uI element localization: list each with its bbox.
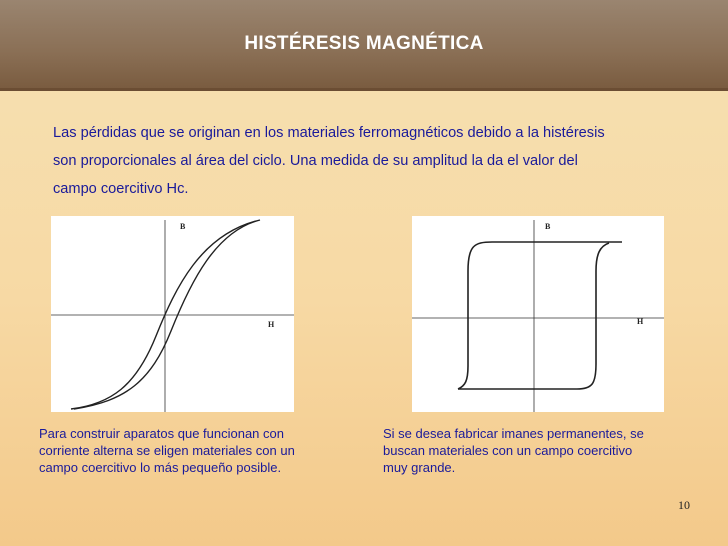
title-bar [0,0,728,91]
intro-line: campo coercitivo Hc. [53,181,189,197]
wide-hysteresis-plot [412,216,664,412]
caption-left [39,425,339,476]
caption-line: corriente alterna se eligen materiales con un [39,443,295,458]
narrow-hysteresis-plot [51,216,294,412]
b-axis-label: B [180,222,186,231]
loop-ascending-branch [458,243,609,389]
h-axis-label: H [637,317,644,326]
caption-right [383,425,693,476]
h-axis-label: H [268,320,275,329]
intro-line: Las pérdidas que se originan en los materiales ferromagnéticos debido a la histéresis [53,125,605,141]
intro-line: son proporcionales al área del ciclo. Una medida de su amplitud la da el valor del [53,153,578,169]
loop-descending-branch [458,242,622,389]
slide-title: HISTÉRESIS MAGNÉTICA [244,33,484,54]
caption-line: buscan materiales con un campo coercitivo [383,443,633,458]
intro-paragraph [53,119,693,203]
caption-line: Para construir aparatos que funcionan con [39,426,284,441]
narrow-hysteresis-figure [51,216,294,412]
page-number: 10 [678,498,690,512]
b-axis-label: B [545,222,551,231]
caption-line: campo coercitivo lo más pequeño posible. [39,460,282,475]
loop-descending-branch [74,220,260,409]
caption-line: Si se desea fabricar imanes permanentes, se [383,426,644,441]
wide-hysteresis-figure [412,216,664,412]
caption-line: muy grande. [383,460,456,475]
